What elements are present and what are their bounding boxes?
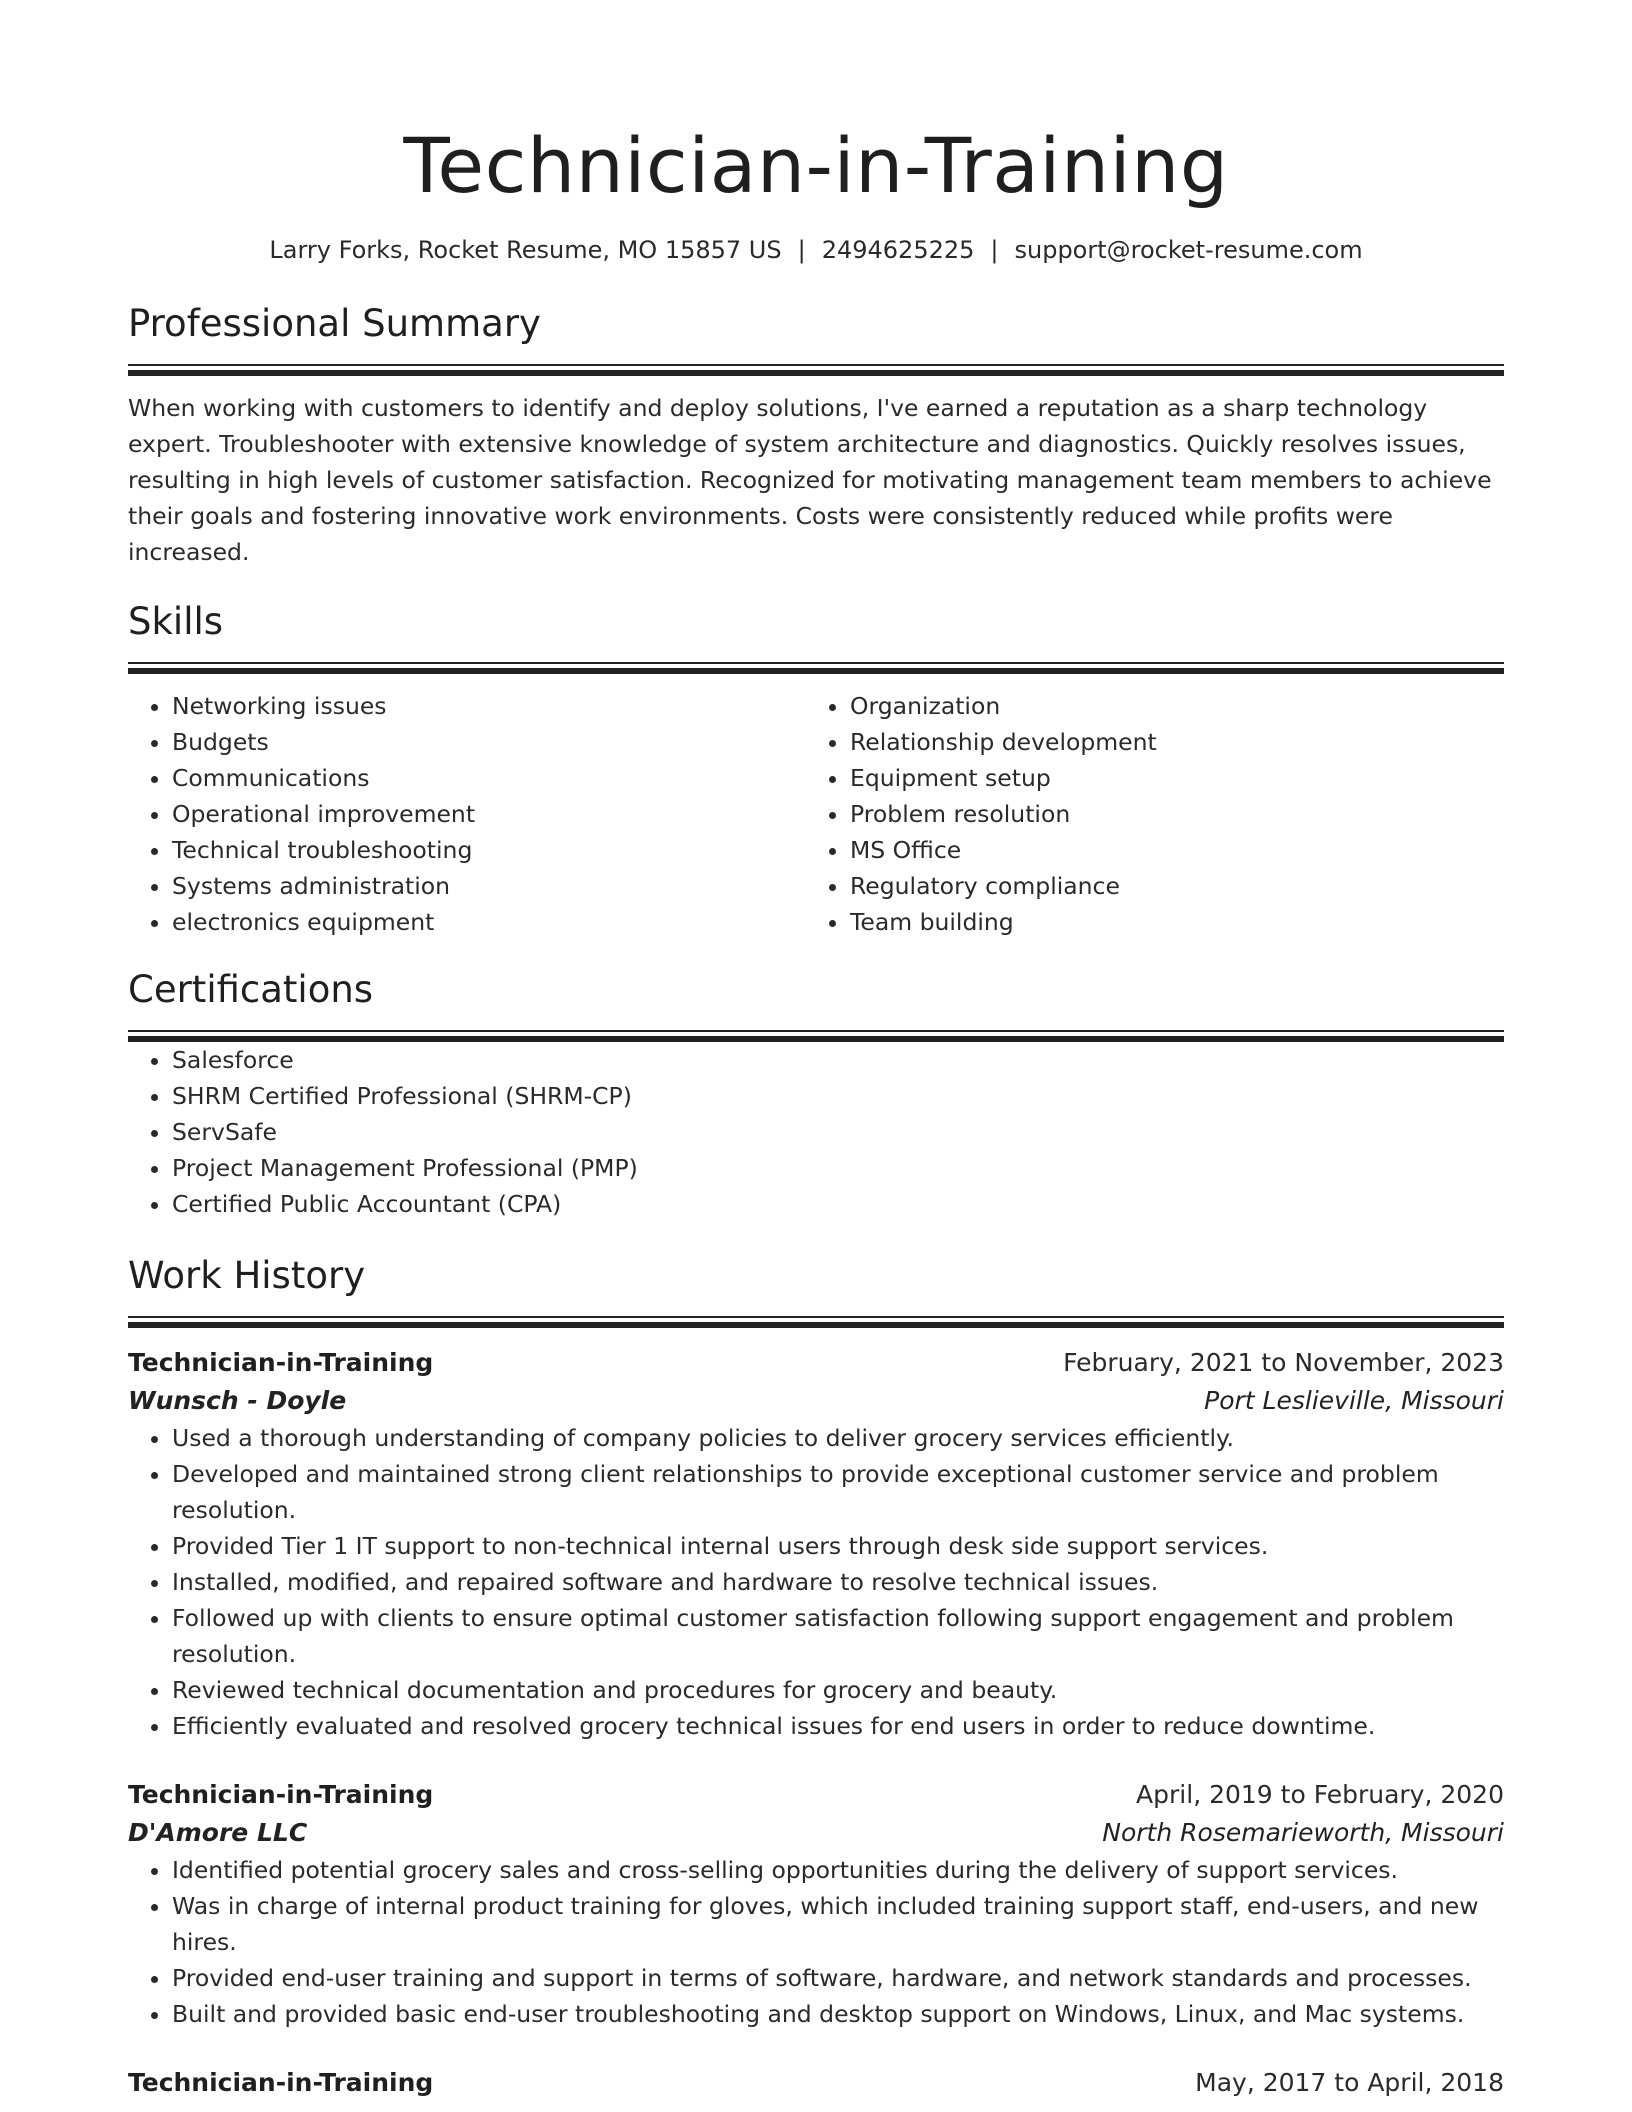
contact-line (128, 234, 1504, 266)
contact-phone: 2494625225 (821, 236, 975, 264)
contact-separator: | (797, 236, 806, 264)
job-bullet: • Developed and maintained strong client relationships to provide exceptional customer service and problem resolution. (172, 1456, 1504, 1528)
skill-item: • Networking issues (172, 688, 806, 724)
job-bullet: • Reviewed technical documentation and procedures for grocery and beauty. (172, 1672, 1504, 1708)
job-bullet: • Installed, modified, and repaired software and hardware to resolve technical issues. (172, 1564, 1504, 1600)
skill-item: • Equipment setup (850, 760, 1484, 796)
job-bullet: • Provided Tier 1 IT support to non-technical internal users through desk side support services. (172, 1528, 1504, 1564)
certification-item: • Project Management Professional (PMP) (172, 1150, 1504, 1186)
job-bullet: • Built and provided basic end-user troubleshooting and desktop support on Windows, Linux, and Mac systems. (172, 1996, 1504, 2032)
section-divider (128, 364, 1504, 376)
job-entry (128, 1344, 1504, 1744)
job-dates: April, 2019 to February, 2020 (1136, 1780, 1504, 1809)
certification-item: • SHRM Certified Professional (SHRM-CP) (172, 1078, 1504, 1114)
work-history-section (128, 1252, 1504, 2102)
section-divider (128, 1316, 1504, 1328)
skills-grid (128, 688, 1504, 940)
job-bullets (128, 1852, 1504, 2032)
job-entry (128, 2064, 1504, 2102)
certifications-list (128, 1042, 1504, 1222)
job-header (128, 1776, 1504, 1814)
skill-item: • Communications (172, 760, 806, 796)
skill-item: • Regulatory compliance (850, 868, 1484, 904)
job-location: Port Leslieville, Missouri (1204, 1386, 1504, 1415)
contact-separator: | (990, 236, 999, 264)
contact-email: support@rocket-resume.com (1014, 236, 1363, 264)
skill-item: • MS Office (850, 832, 1484, 868)
skill-item: • Relationship development (850, 724, 1484, 760)
job-bullet: • Was in charge of internal product training for gloves, which included training support staff, end-users, and new hires. (172, 1888, 1504, 1960)
skill-item: • electronics equipment (172, 904, 806, 940)
job-dates: February, 2021 to November, 2023 (1063, 1348, 1504, 1377)
job-title: Technician-in-Training (128, 1348, 434, 1377)
skill-item: • Team building (850, 904, 1484, 940)
job-bullet: • Identified potential grocery sales and cross-selling opportunities during the delivery of support services. (172, 1852, 1504, 1888)
job-bullets (128, 1420, 1504, 1744)
job-bullet: • Provided end-user training and support in terms of software, hardware, and network standards and processes. (172, 1960, 1504, 1996)
resume-page (128, 0, 1504, 2102)
skill-item: • Technical troubleshooting (172, 832, 806, 868)
certification-item: • Salesforce (172, 1042, 1504, 1078)
skill-item: • Systems administration (172, 868, 806, 904)
job-title: Technician-in-Training (128, 1780, 434, 1809)
certifications-section (128, 966, 1504, 1222)
skills-column-right (806, 688, 1484, 940)
section-title: Work History (128, 1254, 366, 1297)
certification-item: • Certified Public Accountant (CPA) (172, 1186, 1504, 1222)
section-divider (128, 662, 1504, 674)
section-title: Professional Summary (128, 302, 541, 345)
job-header (128, 2064, 1504, 2102)
summary-text: When working with customers to identify and deploy solutions, I've earned a reputation as a sharp technology expert. Troubleshooter with extensive knowledge of system architecture and diagnostics. Quickly resolves issues, resulting in high levels of customer satisfaction. Recognized for motivating management team members to achieve their goals and fostering innovative work environments. Costs were consistently reduced while profits were increased. (128, 394, 1492, 566)
skill-item: • Operational improvement (172, 796, 806, 832)
section-title: Skills (128, 600, 224, 643)
skill-item: • Problem resolution (850, 796, 1484, 832)
job-entry (128, 1776, 1504, 2032)
job-location: North Rosemarieworth, Missouri (1102, 1818, 1504, 1847)
job-bullet: • Efficiently evaluated and resolved grocery technical issues for end users in order to reduce downtime. (172, 1708, 1504, 1744)
section-divider (128, 1030, 1504, 1042)
job-bullet: • Used a thorough understanding of company policies to deliver grocery services efficiently. (172, 1420, 1504, 1456)
job-company: D'Amore LLC (128, 1818, 308, 1847)
contact-address: Larry Forks, Rocket Resume, MO 15857 US (269, 236, 782, 264)
summary-section (128, 300, 1504, 570)
job-dates: May, 2017 to April, 2018 (1195, 2068, 1504, 2097)
skill-item: • Organization (850, 688, 1484, 724)
job-subheader (128, 1814, 1504, 1852)
job-bullet: • Followed up with clients to ensure optimal customer satisfaction following support engagement and problem resolution. (172, 1600, 1504, 1672)
skills-section (128, 598, 1504, 940)
job-header (128, 1344, 1504, 1382)
skills-column-left (128, 688, 806, 940)
job-company: Wunsch - Doyle (128, 1386, 347, 1415)
job-title: Technician-in-Training (128, 2068, 434, 2097)
resume-name: Technician-in-Training (403, 121, 1229, 210)
job-subheader (128, 1382, 1504, 1420)
skill-item: • Budgets (172, 724, 806, 760)
section-title: Certifications (128, 968, 374, 1011)
certification-item: • ServSafe (172, 1114, 1504, 1150)
